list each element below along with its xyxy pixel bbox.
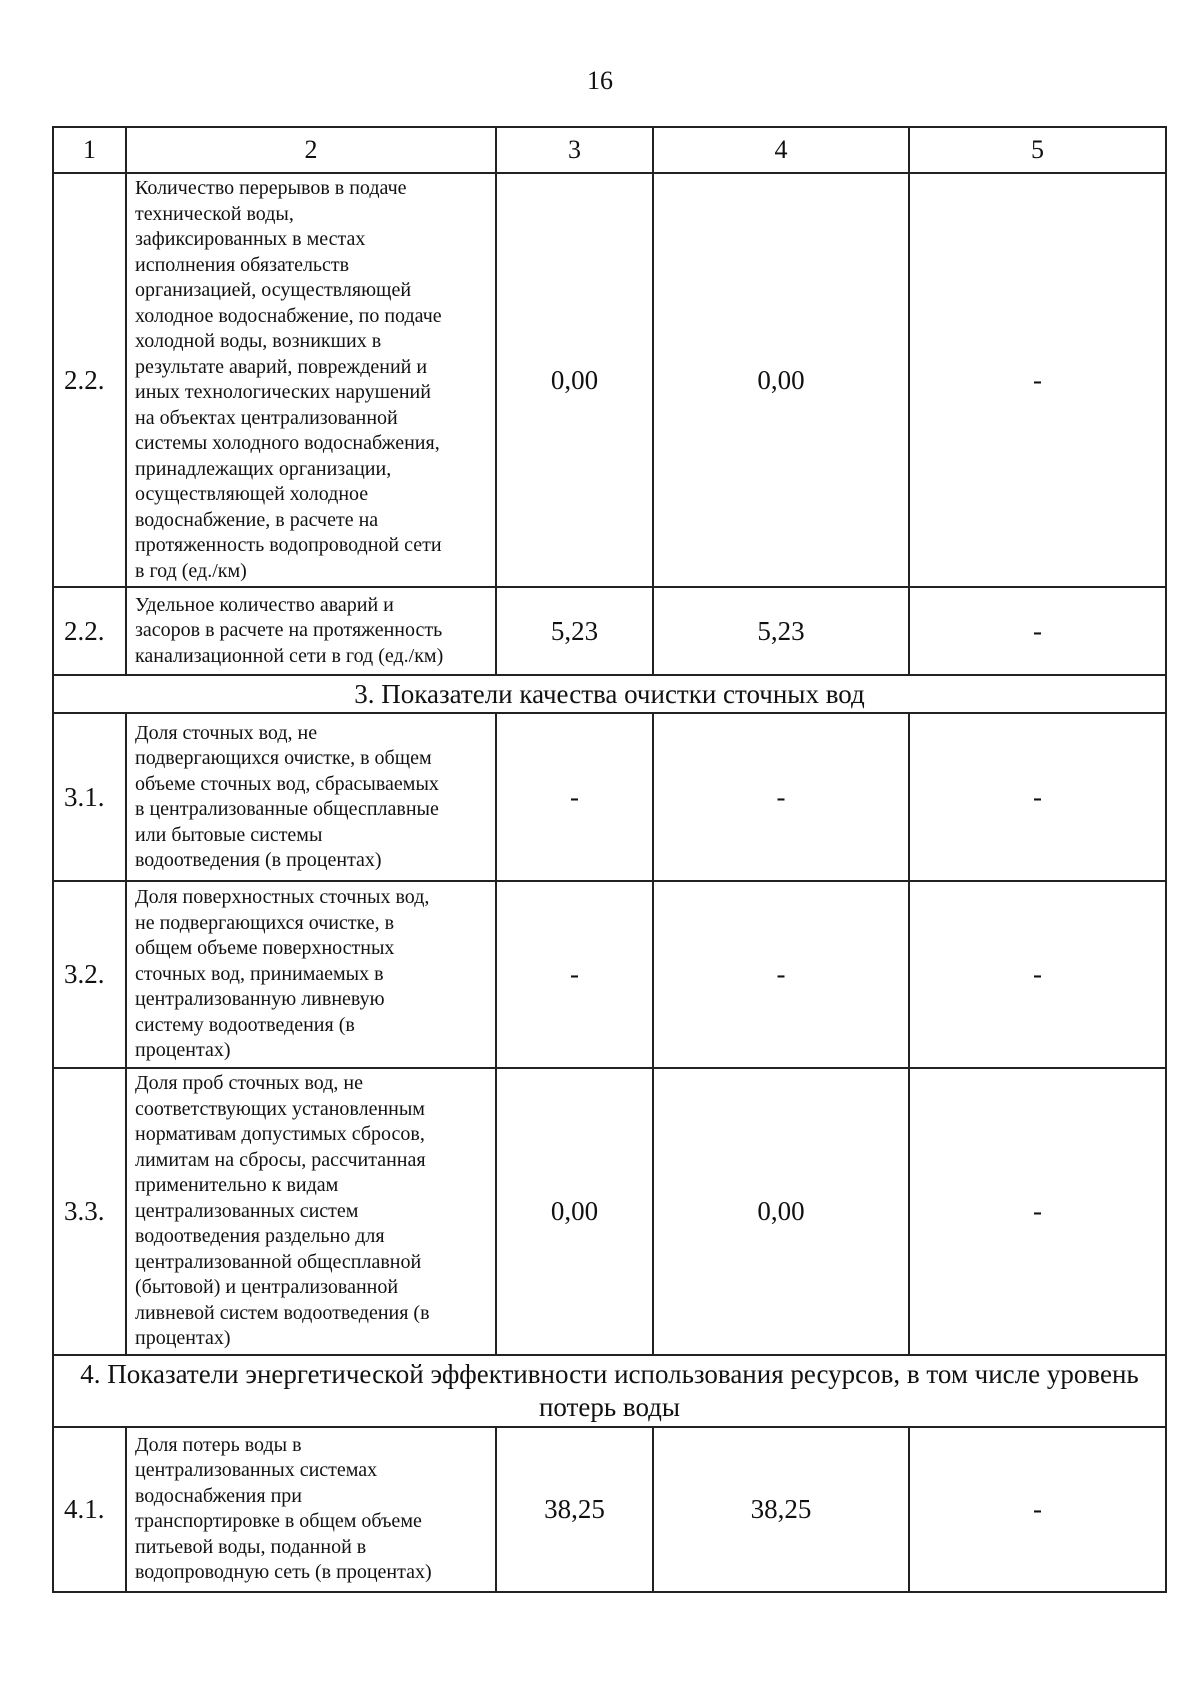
indicator-name: Доля поверхностных сточных вод, не подвергающихся очистке, в общем объеме поверхностных сточных вод, принимаемых в централизованную ливневую систему водоотведения (в процентах) — [126, 881, 496, 1068]
section-row — [53, 1355, 1166, 1427]
value-col3: - — [496, 881, 653, 1068]
row-number: 2.2. — [53, 587, 126, 675]
table-row — [53, 1068, 1166, 1355]
value-col5: - — [909, 1068, 1166, 1355]
column-header-3: 3 — [496, 127, 653, 173]
row-number: 3.2. — [53, 881, 126, 1068]
value-col4: - — [653, 881, 909, 1068]
table-row — [53, 713, 1166, 881]
value-col4: - — [653, 713, 909, 881]
table-row — [53, 881, 1166, 1068]
page-number: 16 — [587, 66, 613, 95]
value-col5: - — [909, 587, 1166, 675]
value-col5: - — [909, 173, 1166, 587]
column-header-5: 5 — [909, 127, 1166, 173]
section-title: 4. Показатели энергетической эффективности использования ресурсов, в том числе уровень потерь воды — [53, 1355, 1166, 1427]
row-number: 3.1. — [53, 713, 126, 881]
value-col5: - — [909, 1427, 1166, 1592]
value-col4: 0,00 — [653, 1068, 909, 1355]
value-col3: - — [496, 713, 653, 881]
value-col4: 38,25 — [653, 1427, 909, 1592]
indicator-name: Удельное количество аварий и засоров в расчете на протяженность канализационной сети в год (ед./км) — [126, 587, 496, 675]
row-number: 3.3. — [53, 1068, 126, 1355]
table-row — [53, 173, 1166, 587]
value-col3: 0,00 — [496, 173, 653, 587]
section-title: 3. Показатели качества очистки сточных вод — [53, 675, 1166, 713]
indicator-name: Доля проб сточных вод, не соответствующих установленным нормативам допустимых сбросов, лимитам на сбросы, рассчитанная применительно к видам централизованных систем водоотведения раздельно для централизованной общесплавной (бытовой) и централизованной ливневой систем водоотведения (в процентах) — [126, 1068, 496, 1355]
indicator-name: Количество перерывов в подаче технической воды, зафиксированных в местах исполнения обязательств организацией, осуществляющей холодное водоснабжение, по подаче холодной воды, возникших в результате аварий, повреждений и иных технологических нарушений на объектах централизованной системы холодного водоснабжения, принадлежащих организации, осуществляющей холодное водоснабжение, в расчете на протяженность водопроводной сети в год (ед./км) — [126, 173, 496, 587]
indicator-name: Доля сточных вод, не подвергающихся очистке, в общем объеме сточных вод, сбрасываемых в централизованные общесплавные или бытовые системы водоотведения (в процентах) — [126, 713, 496, 881]
value-col3: 0,00 — [496, 1068, 653, 1355]
value-col4: 0,00 — [653, 173, 909, 587]
column-header-2: 2 — [126, 127, 496, 173]
column-number-row — [53, 127, 1166, 173]
value-col5: - — [909, 713, 1166, 881]
column-header-1: 1 — [53, 127, 126, 173]
value-col5: - — [909, 881, 1166, 1068]
section-row — [53, 675, 1166, 713]
table-row — [53, 587, 1166, 675]
value-col3: 5,23 — [496, 587, 653, 675]
indicator-name: Доля потерь воды в централизованных системах водоснабжения при транспортировке в общем объеме питьевой воды, поданной в водопроводную сеть (в процентах) — [126, 1427, 496, 1592]
row-number: 4.1. — [53, 1427, 126, 1592]
indicators-table — [52, 126, 1167, 1593]
value-col3: 38,25 — [496, 1427, 653, 1592]
value-col4: 5,23 — [653, 587, 909, 675]
row-number: 2.2. — [53, 173, 126, 587]
table-row — [53, 1427, 1166, 1592]
column-header-4: 4 — [653, 127, 909, 173]
